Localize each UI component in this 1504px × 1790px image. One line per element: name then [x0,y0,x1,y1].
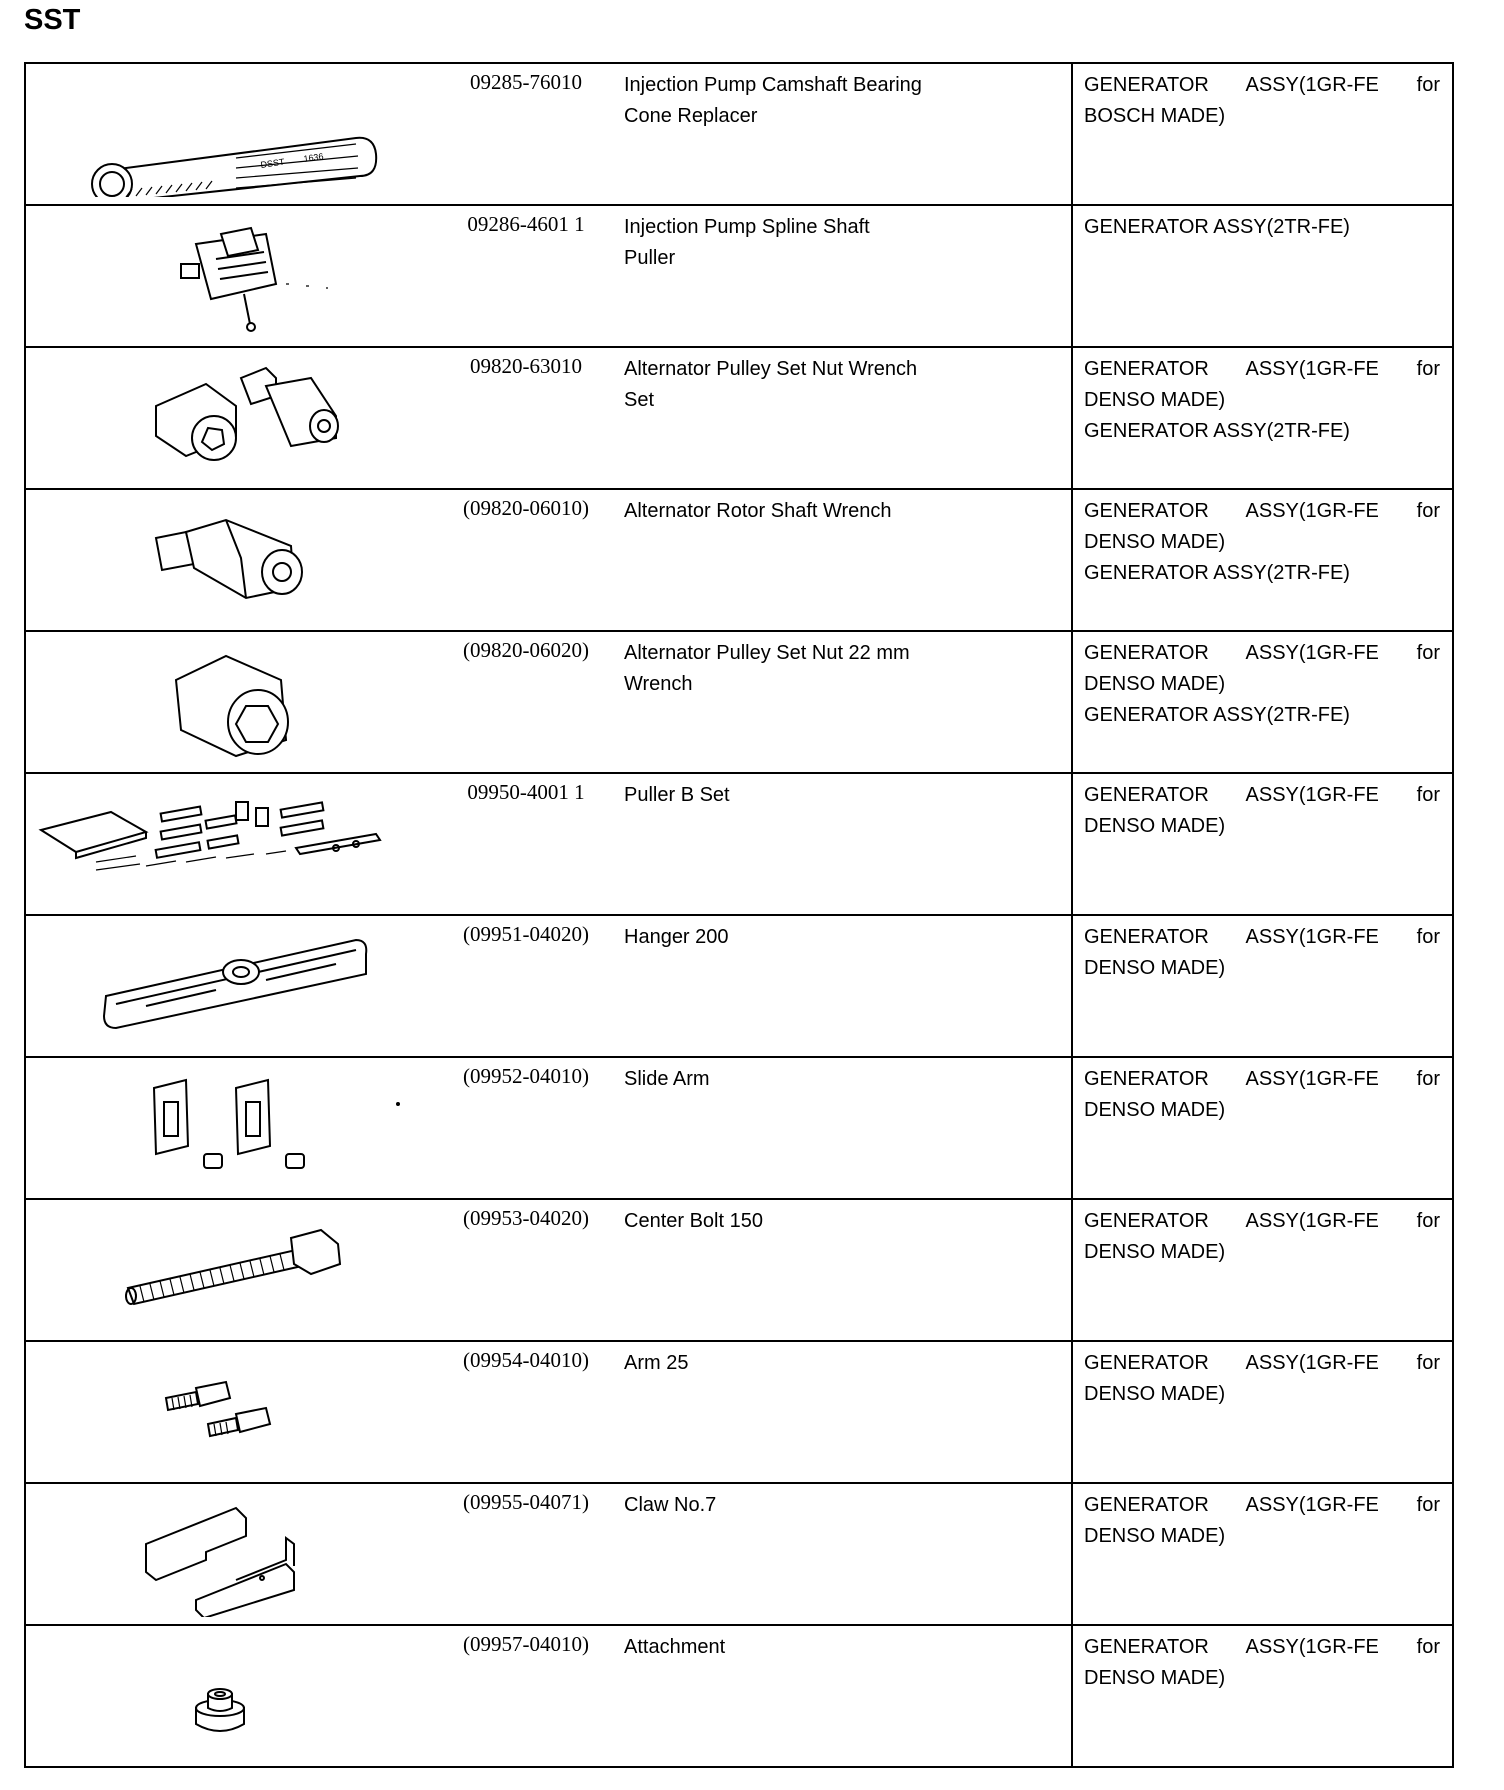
tool-name-line: Alternator Pulley Set Nut 22 mm [624,642,910,664]
part-number: (09951-04020) [463,922,589,946]
tool-name [624,212,984,274]
part-number: (09820-06010) [463,496,589,520]
usage-line: DENSO MADE) [1084,1099,1226,1121]
usage-line: BOSCH MADE) [1084,105,1226,127]
tool-name-line: Alternator Pulley Set Nut Wrench [624,358,918,380]
usage-cell [1072,205,1453,347]
table-row [25,1483,1453,1625]
usage-line: GENERATOR ASSY(1GR-FE for [1084,784,1440,806]
tool-name-line: Alternator Rotor Shaft Wrench [624,500,892,522]
usage-cell [1072,773,1453,915]
tool-name [624,638,984,700]
usage-line: GENERATOR ASSY(1GR-FE for [1084,642,1440,664]
usage-line: GENERATOR ASSY(1GR-FE for [1084,1636,1440,1658]
tool-stamp-text: DSST [259,156,286,170]
usage-line: GENERATOR ASSY(2TR-FE) [1084,562,1350,584]
usage-line: GENERATOR ASSY(1GR-FE for [1084,358,1440,380]
usage-line: GENERATOR ASSY(1GR-FE for [1084,926,1440,948]
part-number: (09957-04010) [463,1632,589,1656]
tool-name [624,1206,984,1237]
cone-replacer-illustration [36,72,426,197]
table-row [25,1341,1453,1483]
usage-line: GENERATOR ASSY(1GR-FE for [1084,1352,1440,1374]
usage-cell [1072,1341,1453,1483]
tool-name-line: Wrench [624,673,693,695]
usage-cell [1072,489,1453,631]
table-row [25,63,1453,205]
pulley-nut-22mm-wrench-illustration [36,640,426,765]
part-number: (09954-04010) [463,1348,589,1372]
part-number: 09286-4601 1 [467,212,585,236]
part-number: 09820-63010 [470,354,582,378]
sst-table [24,62,1454,1768]
usage-line: GENERATOR ASSY(1GR-FE for [1084,74,1440,96]
usage-cell [1072,1199,1453,1341]
tool-name-line: Attachment [624,1636,726,1658]
usage-cell [1072,347,1453,489]
usage-line: GENERATOR ASSY(2TR-FE) [1084,216,1350,238]
tool-name [624,70,984,132]
center-bolt-150-illustration [36,1208,426,1333]
tool-name-line: Center Bolt 150 [624,1210,763,1232]
usage-cell [1072,1483,1453,1625]
claw-no7-illustration [36,1492,426,1617]
usage-line: DENSO MADE) [1084,1667,1226,1689]
tool-name [624,1490,984,1521]
tool-name [624,1348,984,1379]
usage-cell [1072,1625,1453,1767]
table-row [25,489,1453,631]
table-row [25,1199,1453,1341]
page-title: SST [24,4,81,36]
tool-name-line: Puller [624,247,676,269]
tool-name-line: Puller B Set [624,784,730,806]
table-row [25,773,1453,915]
tool-name [624,496,984,527]
part-number: (09955-04071) [463,1490,589,1514]
usage-line: GENERATOR ASSY(1GR-FE for [1084,1210,1440,1232]
attachment-illustration [36,1634,426,1759]
usage-line: GENERATOR ASSY(1GR-FE for [1084,1494,1440,1516]
usage-cell [1072,63,1453,205]
usage-line: DENSO MADE) [1084,531,1226,553]
usage-line: DENSO MADE) [1084,1525,1226,1547]
part-number: (09820-06020) [463,638,589,662]
tool-name-line: Cone Replacer [624,105,758,127]
tool-name-line: Claw No.7 [624,1494,717,1516]
tool-name [624,780,984,811]
tool-name [624,1064,984,1095]
tool-name-line: Injection Pump Spline Shaft [624,216,870,238]
usage-line: DENSO MADE) [1084,1241,1226,1263]
tool-name-line: Set [624,389,655,411]
hanger-200-illustration [36,924,426,1049]
part-number: 09950-4001 1 [467,780,585,804]
spline-shaft-puller-illustration [36,214,426,339]
table-row [25,915,1453,1057]
part-number: 09285-76010 [470,70,582,94]
tool-stamp-number: 1636 [302,151,325,164]
puller-b-set-illustration [36,782,426,907]
tool-name [624,922,984,953]
tool-name-line: Arm 25 [624,1352,689,1374]
part-number: (09953-04020) [463,1206,589,1230]
usage-line: DENSO MADE) [1084,815,1226,837]
slide-arm-illustration [36,1066,426,1191]
usage-line: DENSO MADE) [1084,389,1226,411]
usage-line: GENERATOR ASSY(1GR-FE for [1084,1068,1440,1090]
rotor-shaft-wrench-illustration [36,498,426,623]
usage-cell [1072,915,1453,1057]
tool-name-line: Slide Arm [624,1068,710,1090]
table-row [25,205,1453,347]
tool-name [624,354,984,416]
usage-line: DENSO MADE) [1084,1383,1226,1405]
usage-line: GENERATOR ASSY(1GR-FE for [1084,500,1440,522]
arm-25-illustration [36,1350,426,1475]
part-number: (09952-04010) [463,1064,589,1088]
table-row [25,347,1453,489]
usage-cell [1072,631,1453,773]
tool-name-line: Injection Pump Camshaft Bearing [624,74,922,96]
usage-line: GENERATOR ASSY(2TR-FE) [1084,420,1350,442]
table-row [25,631,1453,773]
table-row [25,1057,1453,1199]
tool-name [624,1632,984,1663]
usage-line: DENSO MADE) [1084,673,1226,695]
usage-cell [1072,1057,1453,1199]
tool-name-line: Hanger 200 [624,926,729,948]
usage-line: DENSO MADE) [1084,957,1226,979]
pulley-nut-wrench-set-illustration [36,356,426,481]
usage-line: GENERATOR ASSY(2TR-FE) [1084,704,1350,726]
table-row [25,1625,1453,1767]
